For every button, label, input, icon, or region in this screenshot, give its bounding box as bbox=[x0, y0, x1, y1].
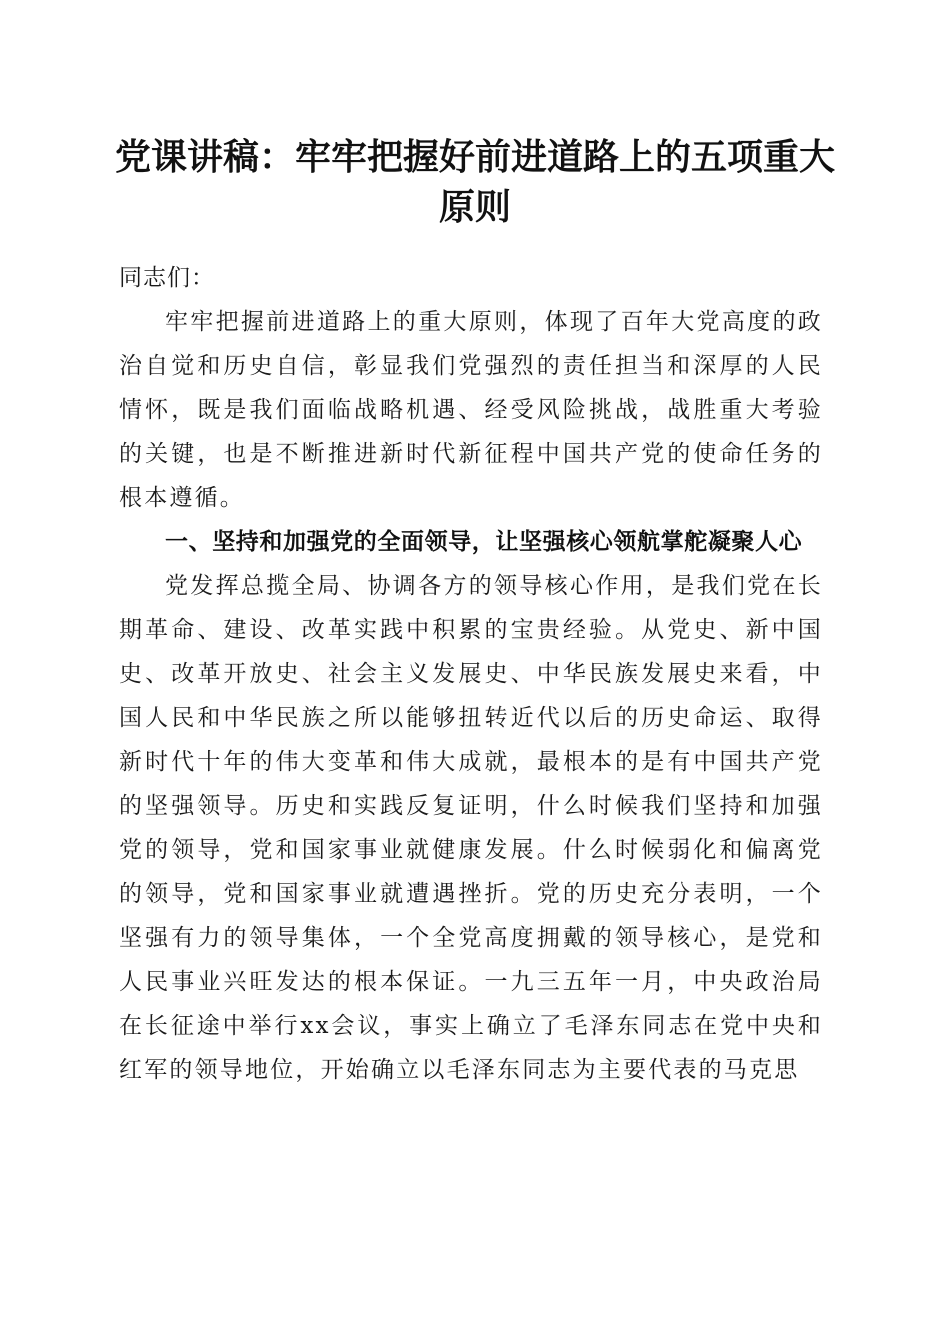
intro-paragraph: 牢牢把握前进道路上的重大原则，体现了百年大党高度的政治自觉和历史自信，彰显我们党强烈的责任担当和深厚的人民情怀，既是我们面临战略机遇、经受风险挑战，战胜重大考验的关键，也是不断推进新时代新征程中国共产党的使命任务的根本遵循。 bbox=[119, 309, 823, 511]
salutation: 同志们： bbox=[119, 265, 215, 291]
section-paragraph: 党发挥总揽全局、协调各方的领导核心作用，是我们党在长期革命、建设、改革实践中积累的宝贵经验。从党史、新中国史、改革开放史、社会主义发展史、中华民族发展史来看，中国人民和中华民族之所以能够扭转近代以后的历史命运、取得新时代十年的伟大变革和伟大成就，最根本的是有中国共产党的坚强领导。历史和实践反复证明，什么时候我们坚持和加强党的领导，党和国家事业就健康发展。什么时候弱化和偏离党的领导，党和国家事业就遭遇挫折。党的历史充分表明，一个坚强有力的领导集体，一个全党高度拥戴的领导核心，是党和人民事业兴旺发达的根本保证。一九三五年一月，中央政治局在长征途中举行xx会议，事实上确立了毛泽东同志在党中央和红军的领导地位，开始确立以毛泽东同志为主要代表的马克思 bbox=[119, 573, 823, 1083]
document-body bbox=[119, 256, 823, 1092]
section-heading: 一、坚持和加强党的全面领导，让坚强核心领航掌舵凝聚人心 bbox=[165, 529, 803, 555]
page-title: 党课讲稿：牢牢把握好前进道路上的五项重大原则 bbox=[114, 136, 835, 228]
